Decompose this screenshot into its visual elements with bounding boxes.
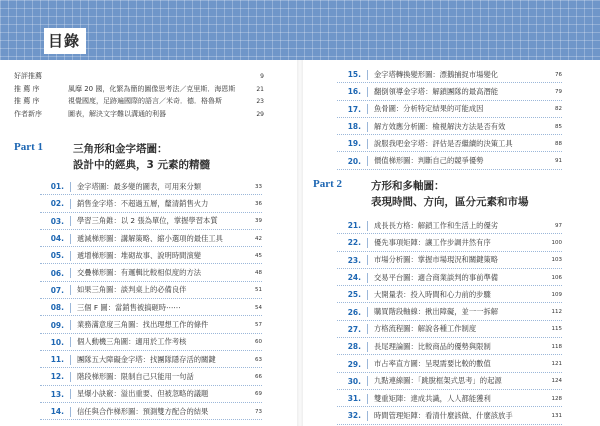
entry-number: 04. xyxy=(50,234,64,244)
entry-title: 購買階段軸線：揪出障礙，並一一拆解 xyxy=(374,307,499,317)
toc-entry[interactable] xyxy=(40,351,262,368)
entry-divider xyxy=(367,221,368,231)
header-banner xyxy=(0,0,600,60)
entry-page: 54 xyxy=(255,304,262,311)
entry-title: 解方效應分析圖：檢視解決方法是否有效 xyxy=(374,121,506,131)
entry-number: 21. xyxy=(347,221,361,231)
toc-entry[interactable] xyxy=(40,368,262,385)
entry-page: 128 xyxy=(551,395,562,402)
entry-page: 100 xyxy=(551,239,562,246)
entry-number: 13. xyxy=(50,389,64,399)
toc-entry[interactable] xyxy=(337,152,562,169)
toc-entry[interactable] xyxy=(40,386,262,403)
entry-page: 51 xyxy=(255,287,262,294)
entry-page: 109 xyxy=(551,291,562,298)
toc-entry[interactable] xyxy=(337,407,562,424)
page-title: 目錄 xyxy=(48,32,81,50)
entry-number: 08. xyxy=(50,303,64,313)
entry-title: 長尾理論圖：比較商品的優勢與限制 xyxy=(374,341,491,351)
entry-number: 06. xyxy=(50,268,64,278)
book-spine xyxy=(297,60,303,426)
entry-number: 22. xyxy=(347,238,361,248)
entry-divider xyxy=(70,199,71,209)
toc-entry[interactable] xyxy=(337,234,562,251)
toc-entry[interactable] xyxy=(337,252,562,269)
entry-page: 42 xyxy=(255,235,262,242)
entry-title: 學習三角錐：以 2 張為單位，掌握學習本質 xyxy=(77,216,218,226)
entry-number: 15. xyxy=(347,70,361,80)
entry-divider xyxy=(70,337,71,347)
entry-divider xyxy=(70,389,71,399)
front-matter-page: 23 xyxy=(256,98,264,106)
entry-title: 業務滿意度三角圖：找出理想工作的條件 xyxy=(77,320,209,330)
entry-title: 團隊五大障礙金字塔：找團隊隱存活的關鍵 xyxy=(77,354,216,364)
entry-page: 69 xyxy=(255,391,262,398)
toc-entry[interactable] xyxy=(40,178,262,195)
entry-title: 價值梯形圖：判斷自己的競爭優勢 xyxy=(374,156,484,166)
entry-number: 26. xyxy=(347,307,361,317)
entry-divider xyxy=(367,273,368,283)
entry-title: 交疊梯形圖：有邏輯比較相似度的方法 xyxy=(77,268,202,278)
entry-page: 106 xyxy=(551,274,562,281)
entry-divider xyxy=(367,87,368,97)
entry-number: 29. xyxy=(347,359,361,369)
entry-title: 市占率直方圖：呈現需要比較的數值 xyxy=(374,359,491,369)
toc-entry[interactable] xyxy=(337,355,562,372)
entry-number: 25. xyxy=(347,290,361,300)
entry-divider xyxy=(367,342,368,352)
front-matter-label: 作者新序 xyxy=(14,109,42,118)
entry-title: 個人動機三角圖：適用於工作考核 xyxy=(77,337,187,347)
toc-entry[interactable] xyxy=(337,83,562,100)
entry-page: 112 xyxy=(551,309,562,316)
front-matter-page: 9 xyxy=(260,73,264,80)
entry-divider xyxy=(367,70,368,80)
entry-page: 48 xyxy=(255,270,262,277)
entry-page: 124 xyxy=(551,378,562,385)
entry-divider xyxy=(367,255,368,265)
entry-divider xyxy=(367,122,368,132)
part2-label: Part 2 xyxy=(313,178,343,190)
toc-entry[interactable] xyxy=(40,264,262,281)
toc-entry[interactable] xyxy=(337,118,562,135)
front-matter-label: 好評推薦 xyxy=(14,72,42,80)
part1-label: Part 1 xyxy=(14,141,44,153)
entry-divider xyxy=(70,234,71,244)
toc-entry[interactable] xyxy=(337,321,562,338)
toc-entry[interactable] xyxy=(337,66,562,83)
entry-page: 121 xyxy=(551,361,562,368)
entry-number: 32. xyxy=(347,411,361,421)
part2-title-line1: 方形和多軸圖： xyxy=(371,180,445,192)
entry-page: 115 xyxy=(551,326,562,333)
entry-page: 36 xyxy=(255,200,262,207)
entry-divider xyxy=(367,290,368,300)
entry-title: 金字塔圖：最多變的圖表，可用來分類 xyxy=(77,181,202,191)
toc-entry[interactable] xyxy=(337,373,562,390)
part1-title-line1: 三角形和金字塔圖： xyxy=(73,143,168,155)
entry-divider xyxy=(70,407,71,417)
entry-page: 60 xyxy=(255,339,262,346)
toc-entry[interactable] xyxy=(40,316,262,333)
front-matter-item[interactable] xyxy=(14,96,264,109)
entry-divider xyxy=(367,359,368,369)
toc-entry[interactable] xyxy=(40,299,262,316)
entry-divider xyxy=(367,104,368,114)
toc-entry[interactable] xyxy=(337,101,562,118)
entry-page: 73 xyxy=(255,408,262,415)
toc-entry[interactable] xyxy=(40,230,262,247)
entry-number: 11. xyxy=(50,355,64,365)
entry-number: 05. xyxy=(50,251,64,261)
entry-number: 20. xyxy=(347,156,361,166)
part2-list xyxy=(337,217,562,425)
front-matter-list xyxy=(14,71,264,121)
entry-title: 三個 F 圖：當銷售被搞砸時⋯⋯ xyxy=(77,302,181,312)
entry-title: 星爆小訣竅：溢出重要、但被忽略的議題 xyxy=(77,389,209,399)
entry-page: 91 xyxy=(555,158,562,165)
toc-entry[interactable] xyxy=(337,390,562,407)
front-matter-label: 推 薦 序 xyxy=(14,97,40,106)
toc-entry[interactable] xyxy=(40,403,262,420)
entry-number: 09. xyxy=(50,320,64,330)
front-matter-page: 29 xyxy=(256,110,264,118)
toc-entry[interactable] xyxy=(337,269,562,286)
entry-divider xyxy=(367,238,368,248)
toc-entry[interactable] xyxy=(337,338,562,355)
toc-entry[interactable] xyxy=(40,247,262,264)
entry-divider xyxy=(70,216,71,226)
entry-page: 88 xyxy=(555,140,562,147)
entry-page: 45 xyxy=(255,252,262,259)
entry-title: 時間管理矩陣：看清什麼該做、什麼該放手 xyxy=(374,410,513,420)
toc-entry[interactable] xyxy=(40,195,262,212)
part2-title-line2: 表現時間、方向，區分元素和市場 xyxy=(371,196,529,208)
entry-number: 28. xyxy=(347,342,361,352)
entry-number: 12. xyxy=(50,372,64,382)
entry-title: 九點連線圖：「跳脫框架式思考」的起源 xyxy=(374,376,502,386)
entry-divider xyxy=(367,139,368,149)
part1-list xyxy=(40,178,262,420)
entry-page: 97 xyxy=(555,222,562,229)
entry-page: 82 xyxy=(555,106,562,113)
entry-page: 57 xyxy=(255,322,262,329)
entry-title: 遞減梯形圖：講解策略、縮小選項的最佳工具 xyxy=(77,233,223,243)
entry-number: 02. xyxy=(50,199,64,209)
front-matter-title: 風靡 20 國，化繁為簡的圖像思考法／克里斯．海恩斯 xyxy=(68,84,236,93)
entry-number: 24. xyxy=(347,273,361,283)
entry-title: 如果三角圖：談判桌上的必備良伴 xyxy=(77,285,187,295)
front-matter-label: 推 薦 序 xyxy=(14,84,40,93)
entry-divider xyxy=(70,285,71,295)
entry-page: 103 xyxy=(551,257,562,264)
entry-title: 方格流程圖：解說各種工作制度 xyxy=(374,324,477,334)
entry-number: 23. xyxy=(347,255,361,265)
right-top-list xyxy=(337,66,562,170)
entry-title: 市場分析圖：掌握市場現況和關鍵策略 xyxy=(374,255,499,265)
entry-title: 信任與合作梯形圖：預測雙方配合的結果 xyxy=(77,406,209,416)
entry-title: 優先事項矩陣：讓工作步調井然有序 xyxy=(374,237,491,247)
entry-number: 31. xyxy=(347,394,361,404)
entry-number: 16. xyxy=(347,87,361,97)
entry-number: 14. xyxy=(50,407,64,416)
entry-divider xyxy=(70,268,71,278)
entry-divider xyxy=(367,376,368,386)
entry-title: 雙重矩陣：達成共識，人人都能獲利 xyxy=(374,393,491,403)
entry-divider xyxy=(367,324,368,334)
entry-page: 66 xyxy=(255,373,262,380)
entry-page: 76 xyxy=(555,71,562,78)
entry-number: 01. xyxy=(50,182,64,192)
entry-title: 說服我吧金字塔：評估是否繼續的決策工具 xyxy=(374,138,513,148)
entry-divider xyxy=(367,156,368,166)
entry-number: 17. xyxy=(347,104,361,114)
entry-page: 118 xyxy=(551,343,562,350)
part1-title-line2: 設計中的經典，3 元素的精髓 xyxy=(73,159,210,171)
entry-divider xyxy=(367,307,368,317)
entry-page: 85 xyxy=(555,123,562,130)
entry-divider xyxy=(70,182,71,192)
entry-title: 階段梯形圖：限制自己只能用一句話 xyxy=(77,371,194,381)
entry-number: 18. xyxy=(347,122,361,132)
toc-entry[interactable] xyxy=(337,217,562,234)
entry-divider xyxy=(70,303,71,313)
front-matter-item[interactable] xyxy=(14,109,264,122)
entry-number: 10. xyxy=(50,337,64,347)
entry-page: 63 xyxy=(255,356,262,363)
entry-page: 79 xyxy=(555,88,562,95)
front-matter-item[interactable] xyxy=(14,84,264,97)
entry-page: 131 xyxy=(551,412,562,419)
entry-title: 大開量表：投入時間和心力前的步驟 xyxy=(374,289,491,299)
entry-divider xyxy=(70,320,71,330)
entry-number: 07. xyxy=(50,285,64,295)
entry-divider xyxy=(367,394,368,404)
entry-title: 魚骨圖：分析特定結果的可能成因 xyxy=(374,104,484,114)
front-matter-title: 圖表，解決文字難以溝通的利器 xyxy=(68,109,166,118)
toc-entry[interactable] xyxy=(337,303,562,320)
front-matter-item[interactable] xyxy=(14,71,264,84)
toc-entry[interactable] xyxy=(40,334,262,351)
toc-entry[interactable] xyxy=(337,286,562,303)
entry-title: 成長長方格：解鎖工作和生活上的優劣 xyxy=(374,220,499,230)
entry-title: 翻倒領導金字塔：解鎖團隊的最高潛能 xyxy=(374,86,499,96)
entry-title: 銷售金字塔：不超過五層，釐清銷售火力 xyxy=(77,198,209,208)
entry-divider xyxy=(70,355,71,365)
entry-divider xyxy=(70,251,71,261)
entry-number: 03. xyxy=(50,216,64,226)
entry-divider xyxy=(367,411,368,421)
entry-page: 39 xyxy=(255,218,262,225)
toc-entry[interactable] xyxy=(337,135,562,152)
front-matter-title: 視覺國度，足跡遍國際的語言／米奇．德．格魯斯 xyxy=(68,97,222,106)
entry-title: 交易平台圖：適合商業談判的事前準備 xyxy=(374,272,499,282)
toc-entry[interactable] xyxy=(40,282,262,299)
toc-entry[interactable] xyxy=(40,213,262,230)
entry-page: 33 xyxy=(255,183,262,190)
entry-title: 遞增梯形圖：堆砌故事、說明時間演變 xyxy=(77,250,202,260)
entry-title: 金字塔轉換變形圖：漂鵝捕捉市場變化 xyxy=(374,69,499,79)
entry-number: 27. xyxy=(347,324,361,334)
front-matter-page: 21 xyxy=(256,85,264,93)
entry-number: 19. xyxy=(347,139,361,149)
entry-number: 30. xyxy=(347,376,361,386)
entry-divider xyxy=(70,372,71,382)
